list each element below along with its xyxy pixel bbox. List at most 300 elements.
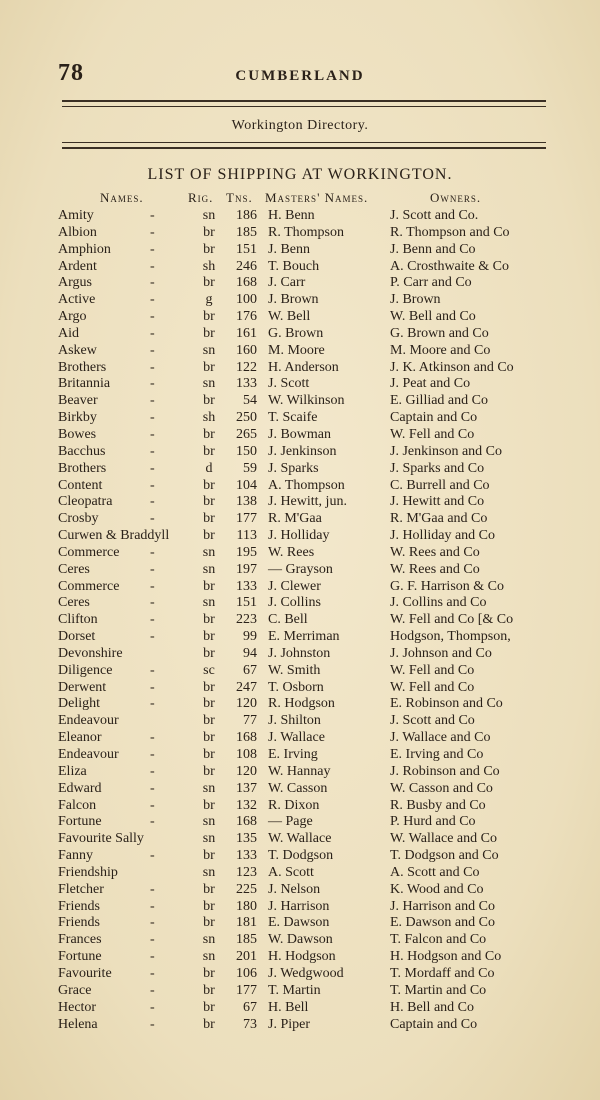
leader-dash: - (150, 292, 155, 308)
table-row (0, 747, 600, 764)
ship-tonnage: 123 (236, 864, 257, 880)
ship-tonnage: 104 (236, 477, 257, 493)
owner-name: R. Thompson and Co (390, 224, 510, 240)
double-rule-top (62, 100, 546, 102)
ship-tonnage: 225 (236, 881, 257, 897)
ship-tonnage: 247 (236, 679, 257, 695)
owner-name: E. Gilliad and Co (390, 393, 488, 409)
table-row (0, 242, 600, 259)
table-row (0, 595, 600, 612)
master-name: J. Bowman (268, 426, 331, 442)
master-name: H. Anderson (268, 359, 339, 375)
owner-name: A. Crosthwaite & Co (390, 258, 509, 274)
owner-name: E. Robinson and Co (390, 696, 503, 712)
owner-name: W. Rees and Co (390, 544, 480, 560)
owner-name: W. Casson and Co (390, 780, 493, 796)
master-name: J. Shilton (268, 713, 321, 729)
owner-name: J. Brown (390, 292, 441, 308)
master-name: T. Bouch (268, 258, 320, 274)
leader-dash: - (150, 258, 155, 274)
owner-name: J. Robinson and Co (390, 763, 500, 779)
table-row (0, 444, 600, 461)
table-row (0, 680, 600, 697)
ship-name: Fortune (58, 814, 102, 830)
ship-tonnage: 133 (236, 376, 257, 392)
ship-rig: br (203, 965, 215, 981)
table-row (0, 764, 600, 781)
table-row (0, 376, 600, 393)
master-name: R. Dixon (268, 797, 320, 813)
table-row (0, 865, 600, 882)
ship-tonnage: 133 (236, 848, 257, 864)
ship-name: Curwen & Braddyll (58, 528, 170, 544)
ship-rig: sn (202, 376, 216, 392)
ship-rig: sn (202, 949, 216, 965)
ship-tonnage: 150 (236, 443, 257, 459)
owner-name: J. Jenkinson and Co (390, 443, 502, 459)
ship-name: Bacchus (58, 443, 106, 459)
owner-name: J. Hewitt and Co (390, 494, 485, 510)
owner-name: Captain and Co (390, 410, 478, 426)
master-name: A. Thompson (268, 477, 345, 493)
leader-dash: - (150, 595, 155, 611)
section-subheading: Workington Directory. (231, 118, 369, 133)
leader-dash: - (150, 511, 155, 527)
ship-name: Brothers (58, 359, 107, 375)
ship-tonnage: 94 (243, 645, 257, 661)
table-row (0, 966, 600, 983)
master-name: J. Johnston (268, 645, 331, 661)
table-row (0, 208, 600, 225)
ship-name: Edward (58, 780, 102, 796)
ship-rig: br (203, 763, 215, 779)
leader-dash: - (150, 932, 155, 948)
ship-name: Fortune (58, 949, 102, 965)
ship-tonnage: 77 (243, 713, 257, 729)
column-header-rig: Rig. (188, 190, 214, 205)
owner-name: J. Johnson and Co (390, 645, 492, 661)
running-head: CUMBERLAND (235, 68, 365, 84)
master-name: E. Irving (268, 747, 318, 762)
leader-dash: - (150, 915, 155, 931)
table-row (0, 882, 600, 899)
owner-name: W. Fell and Co (390, 662, 475, 678)
ship-rig: br (203, 578, 215, 594)
owner-name: H. Hodgson and Co (390, 949, 502, 965)
ship-rig: br (203, 629, 215, 645)
owner-name: P. Hurd and Co (390, 814, 476, 830)
column-header-tons: Tns. (226, 190, 253, 205)
master-name: J. Wedgwood (268, 965, 344, 981)
ship-rig: br (203, 1016, 215, 1032)
master-name: J. Scott (268, 376, 310, 392)
ship-rig: br (203, 713, 215, 729)
ship-tonnage: 246 (236, 258, 257, 274)
master-name: J. Sparks (268, 460, 319, 476)
owner-name: M. Moore and Co (390, 342, 491, 358)
ship-tonnage: 177 (236, 982, 257, 998)
master-name: W. Bell (268, 309, 311, 325)
ship-name: Eleanor (58, 730, 102, 746)
table-row (0, 713, 600, 730)
table-row (0, 983, 600, 1000)
ship-rig: sn (202, 595, 216, 611)
ship-name: Devonshire (58, 645, 123, 661)
leader-dash: - (150, 696, 155, 712)
leader-dash: - (150, 544, 155, 560)
ship-tonnage: 54 (243, 393, 257, 409)
table-row (0, 326, 600, 343)
ship-name: Endeavour (58, 747, 119, 762)
ship-rig: br (203, 426, 215, 442)
master-name: J. Nelson (268, 881, 321, 897)
table-row (0, 275, 600, 292)
master-name: T. Dodgson (268, 848, 334, 864)
ship-name: Bowes (58, 426, 97, 442)
table-row (0, 292, 600, 309)
owner-name: J. Sparks and Co (390, 460, 485, 476)
leader-dash: - (150, 410, 155, 426)
table-row (0, 545, 600, 562)
owner-name: E. Irving and Co (390, 747, 484, 762)
owner-name: J. Collins and Co (390, 595, 487, 611)
ship-rig: sn (202, 932, 216, 948)
ship-name: Askew (58, 342, 97, 358)
master-name: J. Collins (268, 595, 321, 611)
ship-name: Clifton (58, 612, 98, 628)
ship-name: Commerce (58, 544, 120, 560)
master-name: H. Benn (268, 208, 315, 223)
table-row (0, 259, 600, 276)
owner-name: T. Dodgson and Co (390, 848, 499, 864)
ship-rig: br (203, 679, 215, 695)
master-name: J. Harrison (268, 898, 330, 914)
ship-rig: br (203, 730, 215, 746)
master-name: J. Benn (268, 241, 310, 257)
ship-name: Dorset (58, 629, 96, 645)
ship-name: Fletcher (58, 881, 104, 897)
table-row (0, 410, 600, 427)
ship-name: Grace (58, 982, 92, 998)
ship-name: Favourite (58, 965, 112, 981)
ship-name: Fanny (58, 848, 93, 864)
ship-tonnage: 161 (236, 325, 257, 341)
owner-name: J. Scott and Co. (390, 208, 479, 223)
ship-tonnage: 120 (236, 763, 257, 779)
owner-name: P. Carr and Co (390, 275, 472, 291)
ship-name: Beaver (58, 393, 98, 409)
ship-rig: br (203, 443, 215, 459)
owner-name: W. Rees and Co (390, 561, 480, 577)
ship-rig: br (203, 612, 215, 628)
ship-tonnage: 177 (236, 511, 257, 527)
ship-name: Brothers (58, 460, 107, 476)
table-row (0, 663, 600, 680)
ship-rig: br (203, 999, 215, 1015)
ship-name: Friendship (58, 864, 118, 880)
master-name: J. Holliday (268, 528, 330, 544)
ship-tonnage: 185 (236, 932, 257, 948)
ship-name: Aid (58, 325, 79, 341)
owner-name: J. Scott and Co (390, 713, 475, 729)
owner-name: J. K. Atkinson and Co (390, 359, 514, 375)
table-row (0, 646, 600, 663)
owner-name: A. Scott and Co (390, 864, 480, 880)
ship-rig: sn (202, 342, 216, 358)
ship-tonnage: 120 (236, 696, 257, 712)
ship-rig: sc (203, 662, 215, 678)
ship-tonnage: 151 (236, 595, 257, 611)
owner-name: T. Falcon and Co (390, 932, 487, 948)
master-name: J. Brown (268, 292, 319, 308)
ship-tonnage: 197 (236, 561, 257, 577)
master-name: J. Wallace (268, 730, 325, 746)
leader-dash: - (150, 477, 155, 493)
ship-rig: br (203, 645, 215, 661)
master-name: J. Hewitt, jun. (268, 494, 347, 510)
ship-tonnage: 168 (236, 814, 257, 830)
leader-dash: - (150, 224, 155, 240)
table-row (0, 343, 600, 360)
table-row (0, 814, 600, 831)
owner-name: W. Bell and Co (390, 309, 476, 325)
ship-rig: br (203, 309, 215, 325)
ship-tonnage: 168 (236, 275, 257, 291)
table-row (0, 309, 600, 326)
leader-dash: - (150, 662, 155, 678)
table-row (0, 629, 600, 646)
ship-tonnage: 181 (236, 915, 257, 931)
page-number: 78 (58, 60, 84, 86)
master-name: R. Thompson (268, 224, 344, 240)
leader-dash: - (150, 679, 155, 695)
ship-rig: sn (202, 561, 216, 577)
ship-tonnage: 100 (236, 292, 257, 308)
leader-dash: - (150, 797, 155, 813)
ship-tonnage: 223 (236, 612, 257, 628)
table-row (0, 427, 600, 444)
leader-dash: - (150, 275, 155, 291)
ship-name: Favourite Sally (58, 831, 144, 847)
ship-tonnage: 108 (236, 747, 257, 762)
master-name: J. Piper (268, 1016, 310, 1032)
ship-tonnage: 168 (236, 730, 257, 746)
ship-tonnage: 250 (236, 410, 257, 426)
ship-tonnage: 180 (236, 898, 257, 914)
owner-name: Captain and Co (390, 1016, 478, 1032)
leader-dash: - (150, 965, 155, 981)
master-name: W. Wallace (268, 831, 332, 847)
ship-rig: d (205, 460, 213, 476)
ship-name: Friends (58, 898, 100, 914)
table-row (0, 781, 600, 798)
master-name: C. Bell (268, 612, 308, 628)
ship-rig: br (203, 881, 215, 897)
ship-name: Britannia (58, 376, 111, 392)
ship-rig: br (203, 275, 215, 291)
ship-tonnage: 132 (236, 797, 257, 813)
leader-dash: - (150, 982, 155, 998)
master-name: J. Carr (268, 275, 306, 291)
ship-tonnage: 137 (236, 780, 257, 796)
table-row (0, 899, 600, 916)
table-row (0, 579, 600, 596)
leader-dash: - (150, 629, 155, 645)
ship-name: Argo (58, 309, 87, 325)
leader-dash: - (150, 561, 155, 577)
ship-rig: sh (202, 258, 216, 274)
leader-dash: - (150, 494, 155, 510)
ship-name: Commerce (58, 578, 120, 594)
ship-rig: br (203, 359, 215, 375)
ship-rig: br (203, 696, 215, 712)
owner-name: J. Benn and Co (390, 241, 476, 257)
double-rule-bottom (62, 142, 546, 143)
master-name: — Page (268, 814, 313, 830)
leader-dash: - (150, 763, 155, 779)
leader-dash: - (150, 359, 155, 375)
master-name: J. Jenkinson (268, 443, 337, 459)
leader-dash: - (150, 241, 155, 257)
table-row (0, 494, 600, 511)
owner-name: W. Wallace and Co (390, 831, 497, 847)
table-row (0, 932, 600, 949)
ship-rig: sn (202, 208, 216, 223)
ship-name: Crosby (58, 511, 99, 527)
table-row (0, 478, 600, 495)
table-row (0, 730, 600, 747)
owner-name: J. Harrison and Co (390, 898, 495, 914)
ship-name: Cleopatra (58, 494, 113, 510)
ship-name: Derwent (58, 679, 107, 695)
master-name: T. Osborn (268, 679, 324, 695)
ship-tonnage: 176 (236, 309, 257, 325)
ship-tonnage: 133 (236, 578, 257, 594)
owner-name: W. Fell and Co (390, 426, 475, 442)
leader-dash: - (150, 578, 155, 594)
ship-rig: br (203, 494, 215, 510)
ship-name: Friends (58, 915, 100, 931)
leader-dash: - (150, 848, 155, 864)
ship-rig: br (203, 797, 215, 813)
shipping-list (0, 208, 600, 1033)
ship-name: Frances (58, 932, 102, 948)
master-name: T. Scaife (268, 410, 318, 426)
leader-dash: - (150, 730, 155, 746)
ship-rig: br (203, 477, 215, 493)
leader-dash: - (150, 814, 155, 830)
ship-tonnage: 73 (243, 1016, 257, 1032)
leader-dash: - (150, 325, 155, 341)
ship-rig: sn (202, 780, 216, 796)
ship-tonnage: 122 (236, 359, 257, 375)
owner-name: G. F. Harrison & Co (390, 578, 504, 594)
ship-tonnage: 151 (236, 241, 257, 257)
table-row (0, 360, 600, 377)
owner-name: T. Mordaff and Co (390, 965, 495, 981)
ship-name: Eliza (58, 763, 87, 779)
leader-dash: - (150, 898, 155, 914)
master-name: R. Hodgson (268, 696, 335, 712)
ship-rig: br (203, 747, 215, 762)
table-row (0, 915, 600, 932)
leader-dash: - (150, 747, 155, 762)
ship-tonnage: 186 (236, 208, 257, 223)
ship-name: Argus (58, 275, 92, 291)
ship-name: Delight (58, 696, 100, 712)
ship-rig: sn (202, 544, 216, 560)
table-row (0, 1000, 600, 1017)
table-row (0, 848, 600, 865)
table-row (0, 562, 600, 579)
leader-dash: - (150, 1016, 155, 1032)
ship-tonnage: 185 (236, 224, 257, 240)
leader-dash: - (150, 881, 155, 897)
ship-tonnage: 67 (243, 999, 257, 1015)
ship-tonnage: 195 (236, 544, 257, 560)
master-name: W. Wilkinson (268, 393, 345, 409)
ship-rig: br (203, 241, 215, 257)
ship-name: Content (58, 477, 103, 493)
ship-name: Amity (58, 208, 94, 223)
ship-name: Amphion (58, 241, 111, 257)
master-name: J. Clewer (268, 578, 321, 594)
ship-rig: br (203, 848, 215, 864)
ship-rig: sh (202, 410, 216, 426)
ship-tonnage: 160 (236, 342, 257, 358)
ship-rig: br (203, 915, 215, 931)
leader-dash: - (150, 376, 155, 392)
table-row (0, 528, 600, 545)
ship-rig: sn (202, 864, 216, 880)
master-name: R. M'Gaa (268, 511, 322, 527)
ship-tonnage: 135 (236, 831, 257, 847)
ship-name: Ceres (58, 595, 90, 611)
ship-rig: br (203, 511, 215, 527)
leader-dash: - (150, 780, 155, 796)
owner-name: J. Wallace and Co (390, 730, 491, 746)
table-row (0, 798, 600, 815)
ship-rig: br (203, 325, 215, 341)
ship-name: Helena (58, 1016, 98, 1032)
master-name: T. Martin (268, 982, 321, 998)
master-name: G. Brown (268, 325, 324, 341)
ship-tonnage: 67 (243, 662, 257, 678)
master-name: W. Rees (268, 544, 315, 560)
owner-name: G. Brown and Co (390, 325, 489, 341)
ship-name: Falcon (58, 797, 97, 813)
owner-name: T. Martin and Co (390, 982, 487, 998)
ship-name: Ceres (58, 561, 90, 577)
master-name: W. Casson (268, 780, 328, 796)
ship-name: Ardent (58, 258, 97, 274)
list-title: LIST OF SHIPPING AT WORKINGTON. (147, 166, 453, 183)
master-name: W. Dawson (268, 932, 333, 948)
leader-dash: - (150, 309, 155, 325)
ship-name: Albion (58, 224, 97, 240)
table-row (0, 225, 600, 242)
master-name: H. Bell (268, 999, 309, 1015)
owner-name: C. Burrell and Co (390, 477, 490, 493)
ship-tonnage: 113 (236, 528, 257, 544)
column-header-masters: Masters' Names. (265, 190, 369, 205)
ship-rig: br (203, 982, 215, 998)
leader-dash: - (150, 999, 155, 1015)
double-rule-top-thin (62, 106, 546, 107)
ship-name: Active (58, 292, 96, 308)
master-name: E. Merriman (268, 629, 340, 645)
owner-name: W. Fell and Co (390, 679, 475, 695)
